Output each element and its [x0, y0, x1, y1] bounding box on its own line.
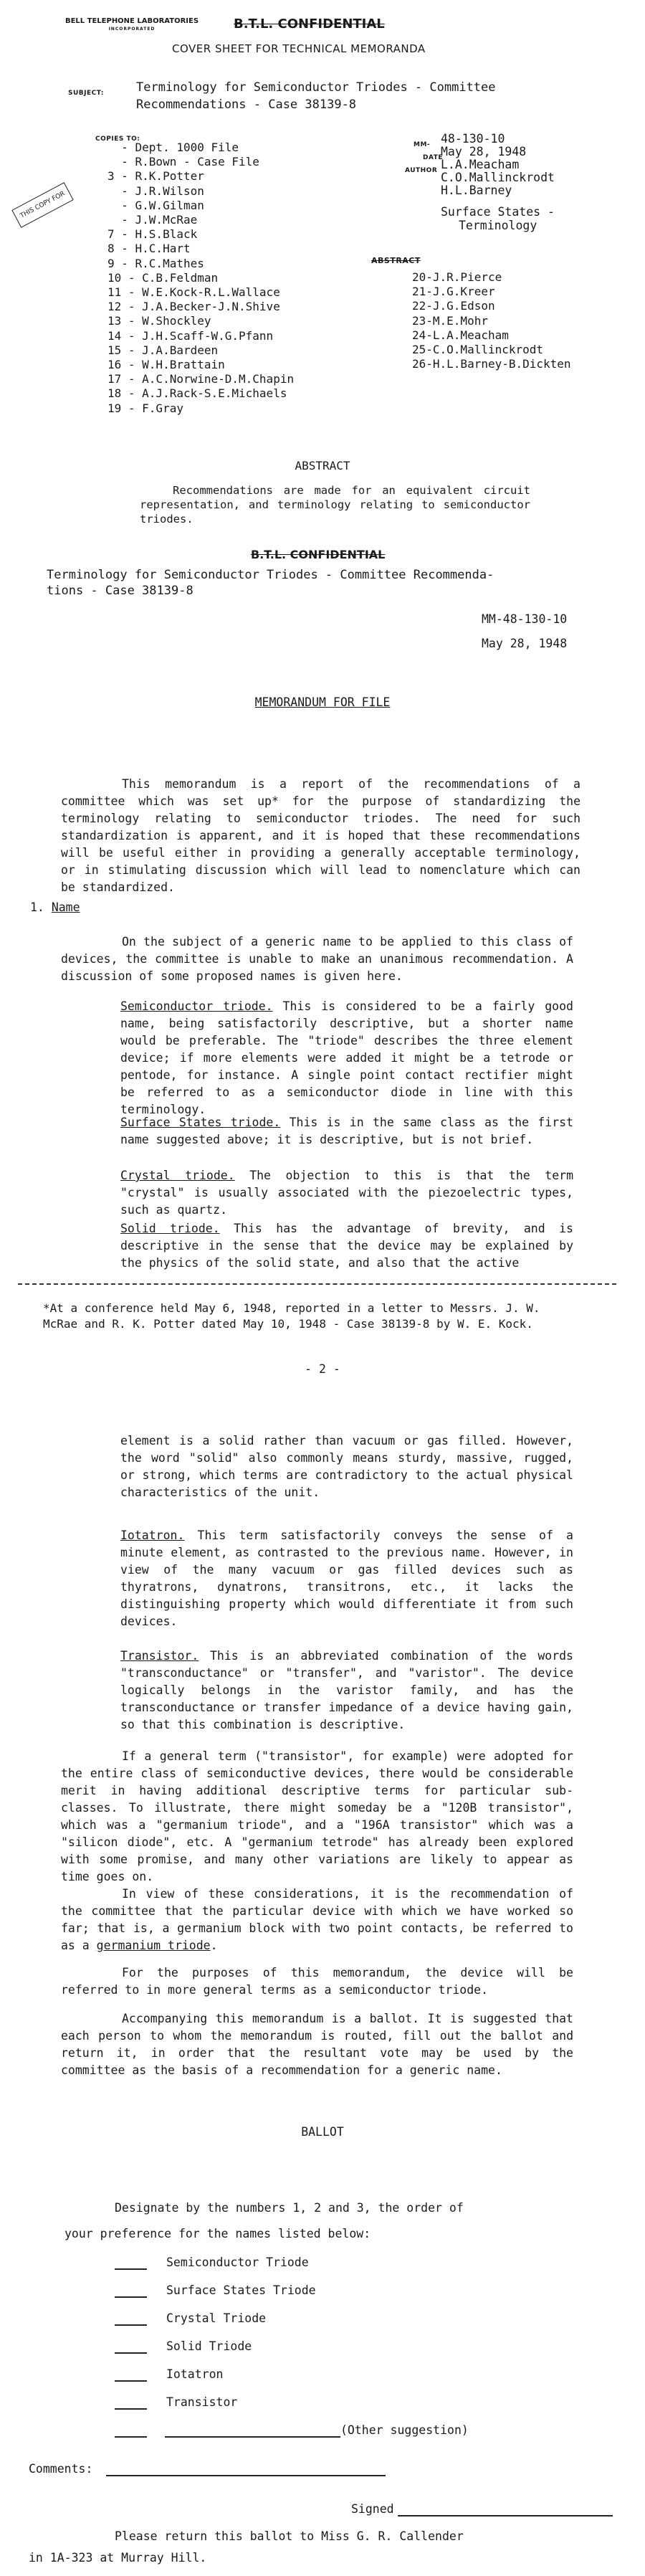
distribution-entry: 18 - A.J.Rack-S.E.Michaels [108, 386, 287, 401]
subject-label: SUBJECT: [68, 90, 104, 97]
signed-label: Signed [351, 2502, 394, 2516]
ballot-paragraph: Accompanying this memorandum is a ballot. It is suggested that each person to whom the memorandum is routed, fill out the ballot and return it, in order that the resultant vote may be used by the committee as the basis of a recommendation for a generic name. [61, 2012, 573, 2077]
signature-line[interactable] [398, 2515, 613, 2516]
ballot-blank[interactable] [115, 2324, 147, 2326]
distribution-entry: 3 - R.K.Potter [108, 169, 204, 184]
distribution-entry: 20-J.R.Pierce [412, 270, 502, 284]
distribution-entry: - Dept. 1000 File [108, 141, 239, 154]
distribution-entry: 10 - C.B.Feldman [108, 270, 219, 285]
ballot-option-label: Iotatron [166, 2367, 224, 2381]
comments-line[interactable] [106, 2475, 386, 2476]
section-intro: On the subject of a generic name to be applied to this class of devices, the committee is unable to make an unanimous recommendation. A discussion of some proposed names is given here. [61, 935, 573, 983]
distribution-entry: 23-M.E.Mohr [412, 313, 488, 328]
distribution-entry: 9 - R.C.Mathes [108, 256, 204, 270]
distribution-entry: 16 - W.H.Brattain [108, 358, 225, 372]
org-name: BELL TELEPHONE LABORATORIES INCORPORATED [64, 17, 199, 32]
ballot-blank-other[interactable] [115, 2436, 147, 2438]
ballot-blank[interactable] [115, 2352, 147, 2354]
distribution-list-right [412, 270, 571, 371]
distribution-entry: 11 - W.E.Kock-R.L.Wallace [108, 285, 280, 300]
this-copy-for-stamp: THIS COPY FOR [11, 182, 73, 228]
mm-value: 48-130-10 [441, 132, 505, 146]
distribution-entry: 17 - A.C.Norwine-D.M.Chapin [108, 372, 295, 386]
topic-2: Terminology [459, 219, 538, 232]
date-label: DATE [423, 154, 444, 161]
distribution-entry: 26-H.L.Barney-B.Dickten [412, 357, 571, 371]
footnote-divider [18, 1283, 616, 1285]
comments-label: Comments: [29, 2462, 93, 2476]
ballot-option-label: Crystal Triode [166, 2311, 267, 2325]
date-value: May 28, 1948 [441, 145, 527, 158]
distribution-entry: 22-J.G.Edson [412, 299, 495, 313]
copies-to-label: COPIES TO: [95, 136, 140, 143]
author-1: L.A.Meacham [441, 158, 520, 171]
item-transistor: Transistor. This is an abbreviated combination of the words "transconductance" or "transfer", and "varistor". The device logically belongs in the varistor family, and has the transconductance or transfer impedance of a device having gain, so that this combination is descriptive. [120, 1649, 573, 1731]
page1-mm-number: MM-48-130-10 [482, 612, 568, 626]
ballot-instructions-line-2: your preference for the names listed below: [64, 2227, 371, 2240]
distribution-entry: 14 - J.H.Scaff-W.G.Pfann [108, 328, 274, 343]
item-iotatron: Iotatron. This term satisfactorily conveys the sense of a minute element, as contrasted to the previous name. However, in view of the many vacuum or gas filled devices such as thyratrons, dynatrons, transitrons, etc., it lacks the distinguishing property which would differentiate it from such devices. [120, 1529, 573, 1628]
intro-paragraph: This memorandum is a report of the recommendations of a committee which was set up* for the purpose of standardizing the terminology relating to semiconductor triodes. The need for such standardization is apparent, and it is hoped that these recommendations will be useful either in providing a generally acceptable terminology, or in stimulating discussion which will lead to nomenclature which can be standardized. [61, 777, 580, 894]
ballot-blank[interactable] [115, 2296, 147, 2298]
distribution-entry: 15 - J.A.Bardeen [108, 343, 219, 357]
author-3: H.L.Barney [441, 184, 512, 197]
cover-title: COVER SHEET FOR TECHNICAL MEMORANDA [172, 42, 426, 55]
page1-date: May 28, 1948 [482, 637, 568, 650]
memorandum-heading: MEMORANDUM FOR FILE [254, 695, 391, 709]
distribution-entry: 13 - W.Shockley [108, 314, 211, 328]
distribution-entry: 25-C.O.Mallinckrodt [412, 343, 544, 357]
page1-classification: B.T.L. CONFIDENTIAL [251, 548, 386, 561]
page-number: - 2 - [305, 1362, 340, 1376]
footnote: *At a conference held May 6, 1948, reported in a letter to Messrs. J. W. McRae and R. K. Potter dated May 10, 1948 - Case 38139-8 by W. E. Kock. [43, 1301, 540, 1331]
item-solid-triode: Solid triode. This has the advantage of brevity, and is descriptive in the sense that the device may be explained by the physics of the solid state, and also that the active [120, 1222, 573, 1270]
distribution-entry: - G.W.Gilman [108, 198, 204, 212]
distribution-entry: 19 - F.Gray [108, 401, 183, 415]
item-semiconductor-triode: Semiconductor triode. This is considered to be a fairly good name, being satisfactorily descriptive, but a shorter name would be preferable. The "triode" describes the three element device; if more elements were added it might be a tetrode or pentode, for instance. A single point contact rectifier might be referred to as a semiconductor diode in line with this terminology. [120, 999, 573, 1116]
subject-line-2: Recommendations - Case 38139-8 [136, 98, 357, 112]
abstract-text: Recommendations are made for an equivalent circuit representation, and terminology relating to semiconductor triodes. [140, 484, 530, 526]
section-heading: 1. Name [30, 900, 80, 914]
ballot-instructions-line-1: Designate by the numbers 1, 2 and 3, the order of [115, 2201, 464, 2215]
return-line-1: Please return this ballot to Miss G. R. Callender [115, 2529, 464, 2543]
ballot-option-label: Semiconductor Triode [166, 2256, 309, 2269]
topic-1: Surface States - [441, 205, 555, 219]
solid-triode-continuation: element is a solid rather than vacuum or gas filled. However, the word "solid" also commonly means sturdy, massive, rugged, or strong, which terms are contradictory to the actual physical characteristics of the unit. [120, 1434, 573, 1499]
abstract-title: ABSTRACT [295, 459, 350, 472]
ballot-title: BALLOT [301, 2125, 344, 2139]
distribution-entry: 12 - J.A.Becker-J.N.Shive [108, 300, 280, 314]
ballot-blank[interactable] [115, 2268, 147, 2270]
distribution-entry: 8 - H.C.Hart [108, 242, 191, 256]
mm-label: MM- [414, 141, 431, 148]
other-suggestion-label: (Other suggestion) [340, 2423, 469, 2437]
distribution-entry: - J.W.McRae [108, 213, 198, 227]
ballot-option-label: Solid Triode [166, 2339, 252, 2353]
author-label: AUTHOR [405, 167, 438, 174]
subject-line-1: Terminology for Semiconductor Triodes - Committee [136, 80, 496, 95]
ballot-blank[interactable] [115, 2380, 147, 2382]
page1-title-line-2: tions - Case 38139-8 [47, 584, 194, 598]
distribution-list-left [108, 141, 294, 416]
distribution-entry: - J.R.Wilson [108, 184, 204, 198]
ballot-blank[interactable] [115, 2408, 147, 2410]
ballot-option-label: Transistor [166, 2395, 238, 2409]
abstract-label: ABSTRACT [371, 256, 421, 265]
classification-mark: B.T.L. CONFIDENTIAL [234, 16, 385, 32]
return-line-2: in 1A-323 at Murray Hill. [29, 2551, 207, 2565]
author-2: C.O.Mallinckrodt [441, 171, 555, 184]
distribution-entry: - R.Bown - Case File [108, 155, 259, 169]
item-surface-states-triode: Surface States triode. This is in the same class as the first name suggested above; it is descriptive, but is not brief. [120, 1116, 573, 1146]
page1-title-line-1: Terminology for Semiconductor Triodes - Committee Recommenda- [47, 568, 494, 582]
distribution-entry: 21-J.G.Kreer [412, 285, 495, 299]
other-suggestion-line[interactable] [165, 2436, 340, 2438]
general-term-paragraph: If a general term ("transistor", for example) were adopted for the entire class of semiconductive devices, there would be considerable merit in having additional descriptive terms for particular sub-classes. To illustrate, there might someday be a "120B transistor", which was a "germanium triode", and a "196A transistor" which was a "silicon diode", etc. A "germanium tetrode" has already been explored with some promise, and many other variations are likely to appear as time goes on. [61, 1749, 573, 1883]
purposes-paragraph: For the purposes of this memorandum, the device will be referred to in more general terms as a semiconductor triode. [61, 1966, 573, 1997]
distribution-entry: 7 - H.S.Black [108, 227, 198, 242]
distribution-entry: 24-L.A.Meacham [412, 328, 509, 342]
item-crystal-triode: Crystal triode. The objection to this is that the term "crystal" is usually associated with the piezoelectric types, such as quartz. [120, 1169, 574, 1217]
recommendation-paragraph: In view of these considerations, it is the recommendation of the committee that the particular device with which we have worked so far; that is, a germanium block with two point contacts, be referred to as a germanium triode. [61, 1887, 573, 1952]
ballot-option-label: Surface States Triode [166, 2283, 316, 2297]
